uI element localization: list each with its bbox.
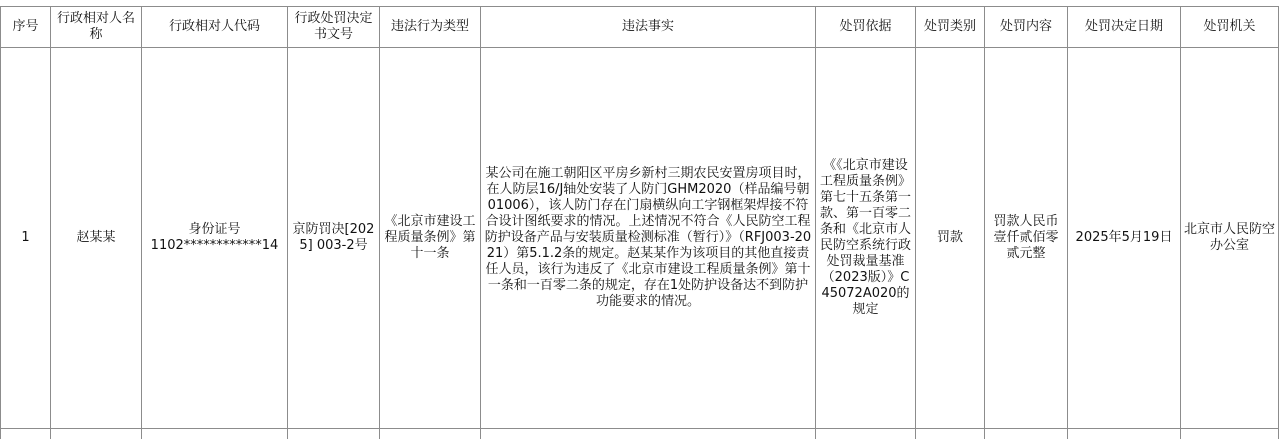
header-cell-code[interactable]: 行政相对人代码	[142, 7, 288, 48]
header-cell-basis[interactable]: 处罚依据	[816, 7, 916, 48]
cell-name[interactable]: 赵某某	[51, 48, 142, 429]
table-row	[1, 48, 1279, 429]
cell-code[interactable]	[142, 48, 288, 429]
penalty-table	[0, 6, 1279, 439]
cell-category[interactable]: 罚款	[916, 48, 985, 429]
header-cell-name[interactable]: 行政相对人名称	[51, 7, 142, 48]
empty-cell[interactable]	[380, 429, 481, 439]
empty-row	[1, 429, 1279, 439]
code-label: 身份证号	[188, 222, 241, 237]
header-cell-doc-no[interactable]: 行政处罚决定书文号	[288, 7, 380, 48]
empty-cell[interactable]	[816, 429, 916, 439]
header-cell-authority[interactable]: 处罚机关	[1181, 7, 1279, 48]
empty-cell[interactable]	[1068, 429, 1181, 439]
empty-cell[interactable]	[1, 429, 51, 439]
cell-facts[interactable]: 某公司在施工朝阳区平房乡新村三期农民安置房项目时，在人防层16/J轴处安装了人防门GHM2020（样品编号朝01006），该人防门存在门扇横纵向工字钢框架焊接不符合设计图纸要求的情况。上述情况不符合《人民防空工程防护设备产品与安装质量检测标准（暂行）》（RFJ003-2021）第5.1.2条的规定。赵某某作为该项目的其他直接责任人员，该行为违反了《北京市建设工程质量条例》第十一条和一百零二条的规定，存在1处防护设备达不到防护功能要求的情况。	[481, 48, 816, 429]
cell-content[interactable]: 罚款人民币壹仟贰佰零贰元整	[985, 48, 1068, 429]
cell-violation-type[interactable]: 《北京市建设工程质量条例》第十一条	[380, 48, 481, 429]
empty-cell[interactable]	[985, 429, 1068, 439]
empty-cell[interactable]	[51, 429, 142, 439]
header-cell-facts[interactable]: 违法事实	[481, 7, 816, 48]
code-value: 1102************14	[150, 238, 279, 253]
empty-cell[interactable]	[288, 429, 380, 439]
cell-doc-no[interactable]: 京防罚决[2025] 003-2号	[288, 48, 380, 429]
empty-cell[interactable]	[142, 429, 288, 439]
header-cell-category[interactable]: 处罚类别	[916, 7, 985, 48]
header-cell-content[interactable]: 处罚内容	[985, 7, 1068, 48]
header-cell-seq[interactable]: 序号	[1, 7, 51, 48]
header-row	[1, 7, 1279, 48]
header-cell-violation-type[interactable]: 违法行为类型	[380, 7, 481, 48]
cell-date[interactable]: 2025年5月19日	[1068, 48, 1181, 429]
cell-seq[interactable]: 1	[1, 48, 51, 429]
empty-cell[interactable]	[1181, 429, 1279, 439]
empty-cell[interactable]	[916, 429, 985, 439]
cell-authority[interactable]: 北京市人民防空办公室	[1181, 48, 1279, 429]
cell-basis[interactable]: 《《北京市建设工程质量条例》第七十五条第一款、第一百零二条和《北京市人民防空系统行政处罚裁量基准（2023版）》C45072A020的规定	[816, 48, 916, 429]
empty-cell[interactable]	[481, 429, 816, 439]
header-cell-date[interactable]: 处罚决定日期	[1068, 7, 1181, 48]
